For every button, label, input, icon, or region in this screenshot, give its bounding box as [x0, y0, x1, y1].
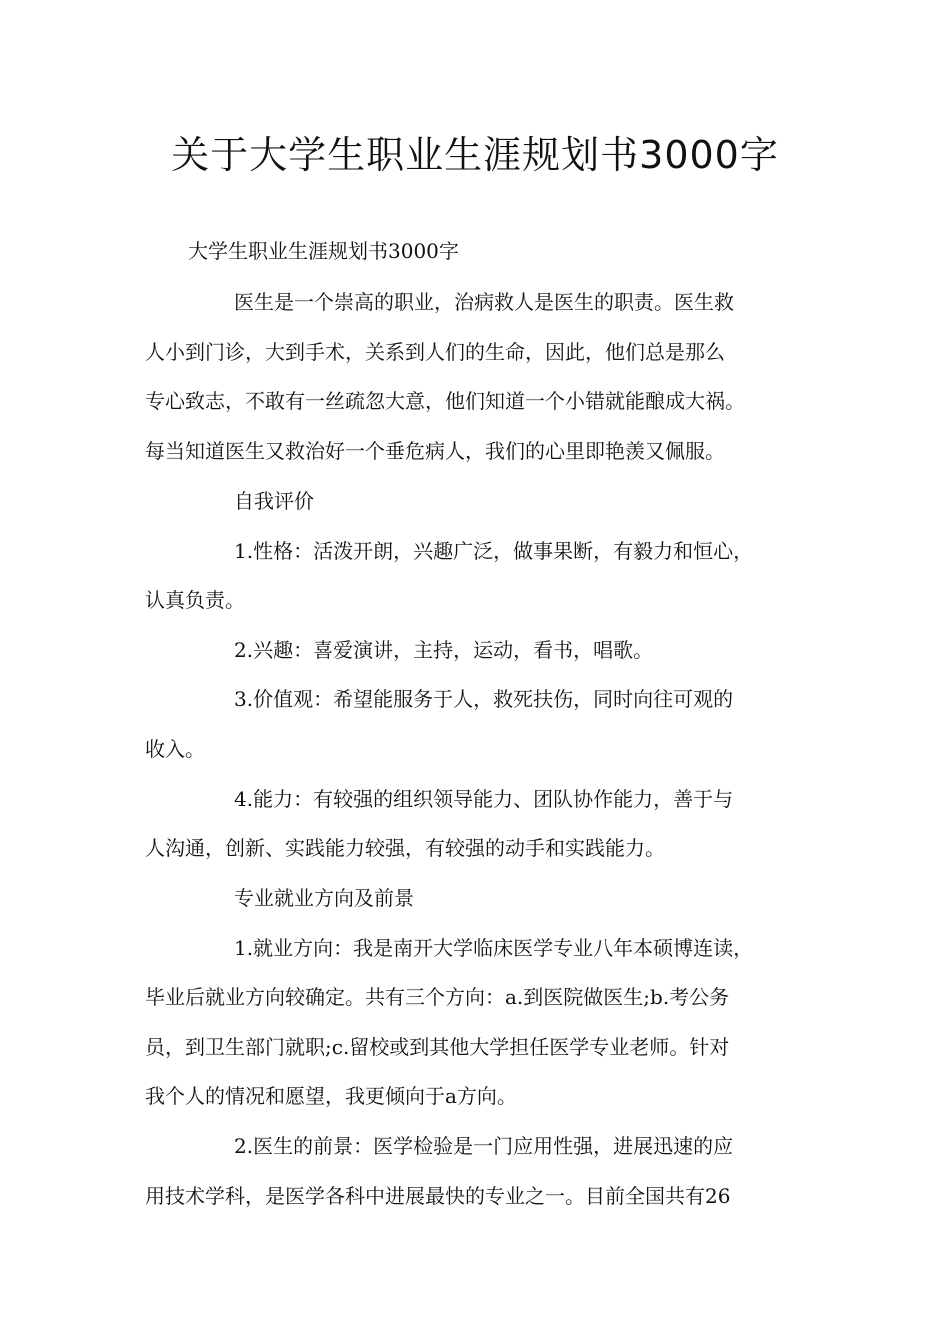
paragraph-line: 收入。	[145, 737, 205, 761]
paragraph-line: 每当知道医生又救治好一个垂危病人，我们的心里即艳羡又佩服。	[145, 439, 725, 463]
paragraph-line: 员，到卫生部门就职;c.留校或到其他大学担任医学专业老师。针对	[145, 1035, 730, 1059]
section-heading: 专业就业方向及前景	[234, 886, 414, 910]
paragraph-line: 1.就业方向：我是南开大学临床医学专业八年本硕博连读，	[234, 936, 754, 960]
document-title: 关于大学生职业生涯规划书3000字	[171, 133, 779, 177]
paragraph-line: 3.价值观：希望能服务于人，救死扶伤，同时向往可观的	[234, 687, 734, 711]
document-subtitle: 大学生职业生涯规划书3000字	[188, 239, 459, 263]
paragraph-line: 用技术学科，是医学各科中进展最快的专业之一。目前全国共有26	[145, 1184, 731, 1208]
paragraph-line: 医生是一个崇高的职业，治病救人是医生的职责。医生救	[234, 290, 734, 314]
paragraph-line: 专心致志，不敢有一丝疏忽大意，他们知道一个小错就能酿成大祸。	[145, 389, 745, 413]
paragraph-line: 人小到门诊，大到手术，关系到人们的生命，因此，他们总是那么	[145, 340, 725, 364]
paragraph-line: 我个人的情况和愿望，我更倾向于a方向。	[145, 1084, 517, 1108]
paragraph-line: 2.医生的前景：医学检验是一门应用性强，进展迅速的应	[234, 1134, 734, 1158]
paragraph-line: 2.兴趣：喜爱演讲，主持，运动，看书，唱歌。	[234, 638, 654, 662]
paragraph-line: 4.能力：有较强的组织领导能力、团队协作能力，善于与	[234, 787, 734, 811]
section-heading: 自我评价	[234, 489, 314, 513]
paragraph-line: 1.性格：活泼开朗，兴趣广泛，做事果断，有毅力和恒心，	[234, 539, 754, 563]
paragraph-line: 认真负责。	[145, 588, 245, 612]
paragraph-line: 人沟通，创新、实践能力较强，有较强的动手和实践能力。	[145, 836, 665, 860]
paragraph-line: 毕业后就业方向较确定。共有三个方向：a.到医院做医生;b.考公务	[145, 985, 730, 1009]
